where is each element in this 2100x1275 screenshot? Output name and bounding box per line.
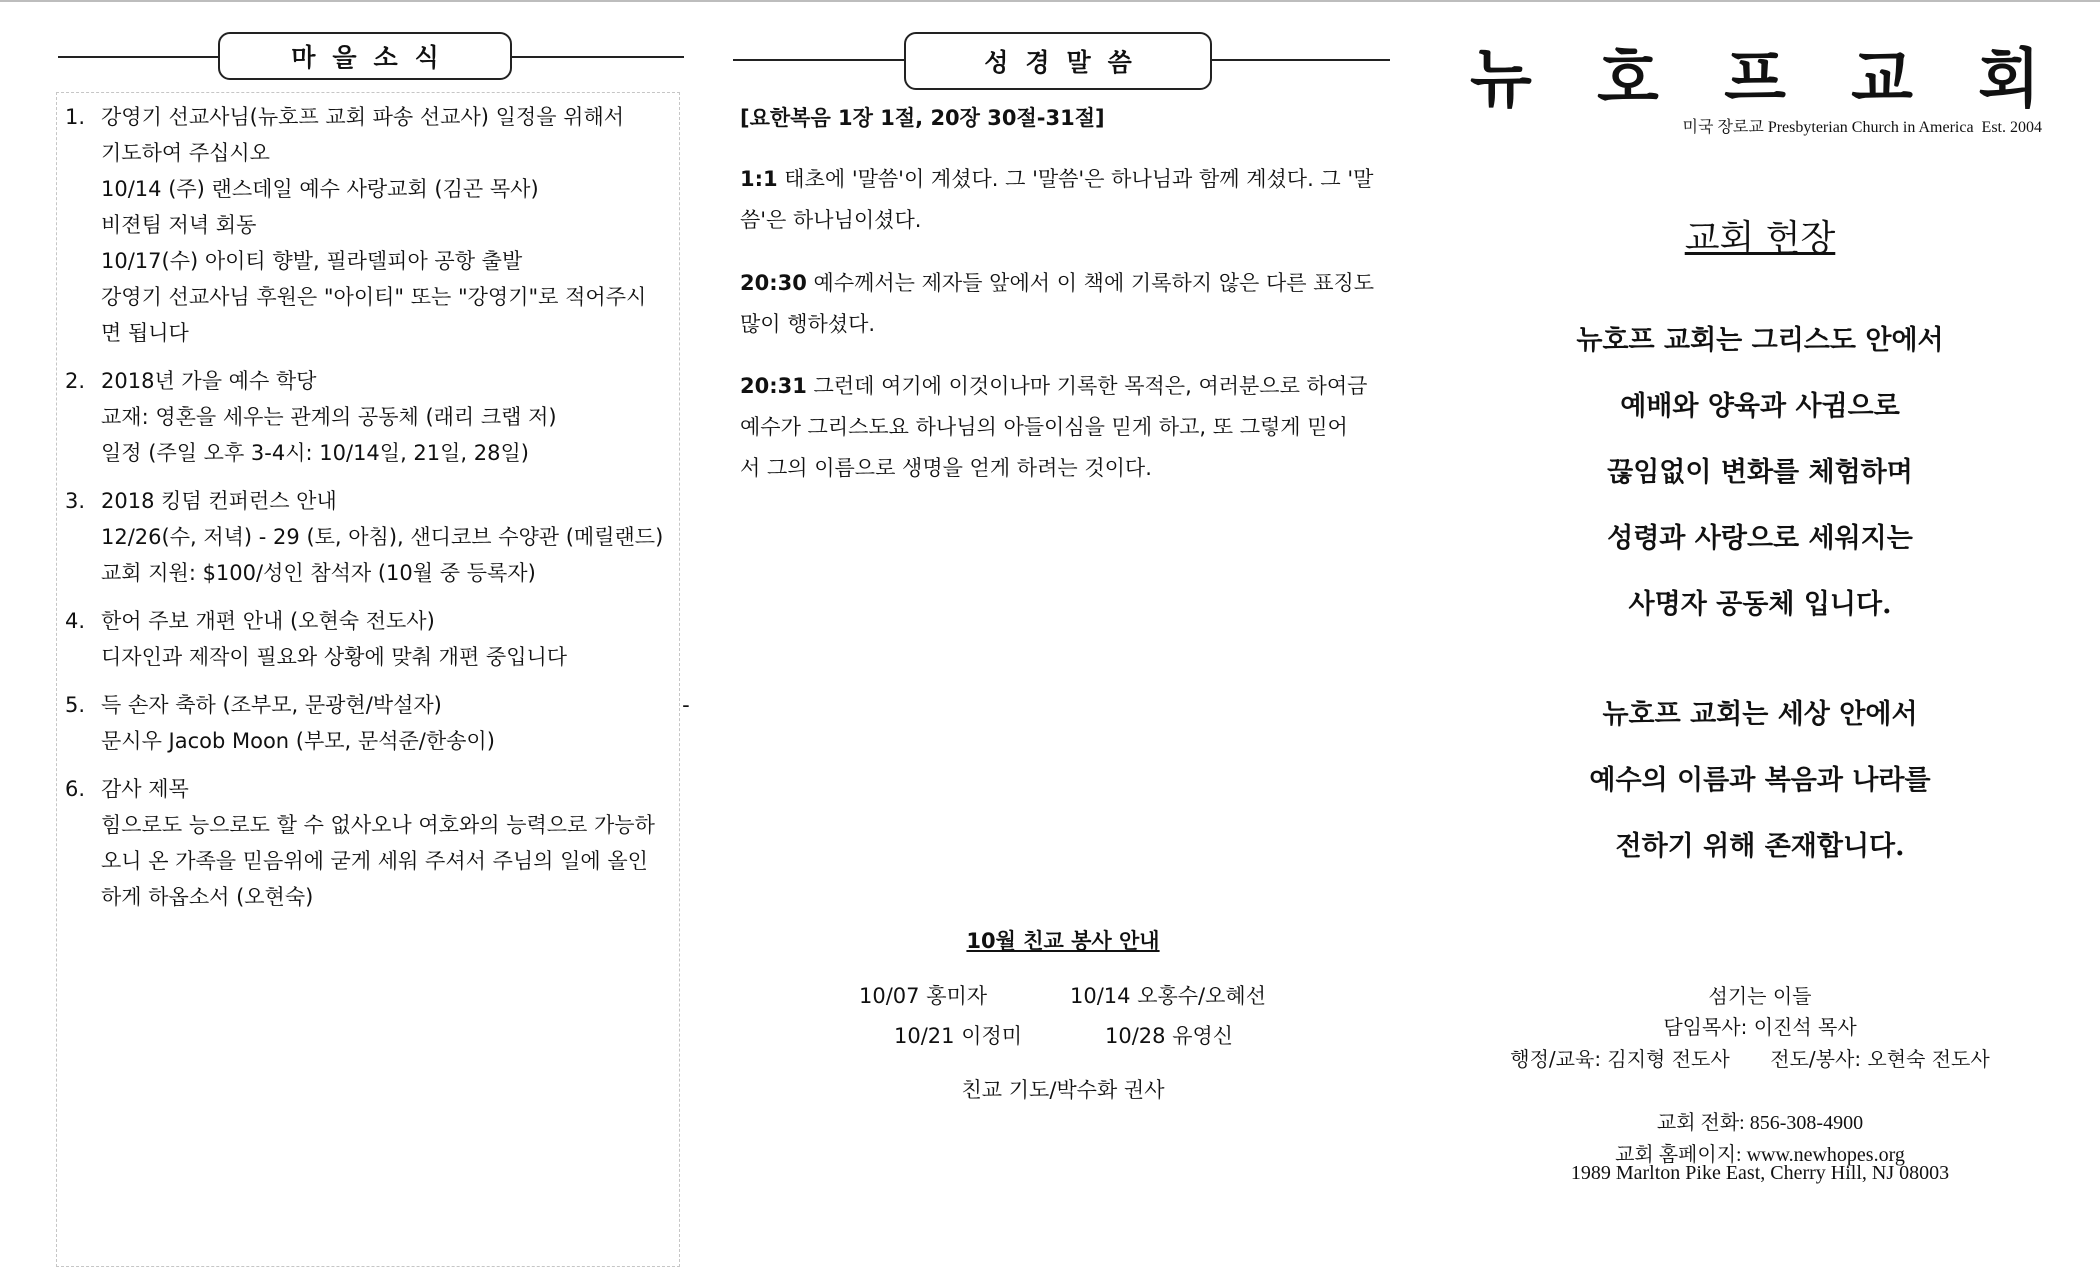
church-name-char: 뉴 xyxy=(1470,43,1532,117)
church-homepage[interactable]: 교회 홈페이지: www.newhopes.org xyxy=(1615,1144,1905,1166)
charter-line: 성령과 사랑으로 세워지는 xyxy=(1607,523,1913,554)
news-item-number: 5. xyxy=(65,693,86,717)
news-header: 마을소식 xyxy=(218,32,512,80)
news-item-line: 면 됩니다 xyxy=(101,321,189,345)
news-item xyxy=(65,483,685,591)
header-rule-right xyxy=(512,56,684,58)
news-item-line: 10/14 (주) 랜스데일 예수 사랑교회 (김곤 목사) xyxy=(101,177,539,201)
senior-pastor: 담임목사: 이진석 목사 xyxy=(1663,1015,1857,1039)
church-name-char: 교 xyxy=(1851,43,1913,117)
servants-heading: 섬기는 이들 xyxy=(1708,984,1812,1008)
charter-line: 끊임없이 변화를 체험하며 xyxy=(1607,457,1913,488)
staff-admin: 행정/교육: 김지형 전도사 xyxy=(1510,1047,1730,1071)
news-item-line: 10/17(수) 아이티 향발, 필라델피아 공항 출발 xyxy=(101,249,523,273)
volunteer-entry: 10/21 이정미 xyxy=(894,1024,1023,1048)
verse-number: 1:1 xyxy=(740,167,778,191)
verse-text: 예수가 그리스도요 하나님의 아들이심을 믿게 하고, 또 그렇게 믿어 xyxy=(740,415,1348,439)
news-item-line: 감사 제목 xyxy=(101,777,189,801)
news-item-number: 6. xyxy=(65,777,86,801)
scripture-panel xyxy=(733,32,1393,1102)
charter-line: 예수의 이름과 복음과 나라를 xyxy=(1589,765,1931,796)
news-item xyxy=(65,687,690,759)
news-item-line: 오니 온 가족을 믿음위에 굳게 세워 주셔서 주님의 일에 올인 xyxy=(101,849,648,873)
header-rule-left xyxy=(733,59,905,61)
news-item-line: 기도하여 주십시오 xyxy=(101,141,270,165)
charter-line: 뉴호프 교회는 세상 안에서 xyxy=(1602,699,1918,730)
verse xyxy=(740,366,1390,489)
charter-line: 뉴호프 교회는 그리스도 안에서 xyxy=(1576,325,1944,356)
verse-text: 그런데 여기에 이것이나마 기록한 목적은, 여러분으로 하여금 xyxy=(806,374,1368,398)
news-item-line: 힘으로도 능으로도 할 수 없사오나 여호와의 능력으로 가능하 xyxy=(101,813,655,837)
news-item xyxy=(65,99,685,351)
news-item-line: 디자인과 제작이 필요와 상황에 맞춰 개편 중입니다 xyxy=(101,645,568,669)
church-phone: 교회 전화: 856-308-4900 xyxy=(1656,1112,1864,1134)
church-name-char: 회 xyxy=(1978,43,2040,117)
verse-text: 씀'은 하나님이셨다. xyxy=(740,208,922,232)
news-item-line: 하게 하옵소서 (오현숙) xyxy=(101,885,314,909)
header-rule-right xyxy=(1210,59,1390,61)
news-item-line: 교회 지원: $100/성인 참석자 (10월 중 등록자) xyxy=(101,561,536,585)
verse-number: 20:30 xyxy=(740,271,807,295)
verse xyxy=(740,159,1390,241)
church-subtitle: 미국 장로교 Presbyterian Church in America Est. 2004 xyxy=(1682,119,2042,136)
verse-text: 많이 행하셨다. xyxy=(740,312,876,336)
news-item-number: 3. xyxy=(65,489,86,513)
news-item-line: 문시우 Jacob Moon (부모, 문석준/한송이) xyxy=(101,729,495,753)
scripture-header: 성경말씀 xyxy=(904,32,1212,90)
verse-text: 태초에 '말씀'이 계셨다. 그 '말씀'은 하나님과 함께 계셨다. 그 '말 xyxy=(777,167,1374,191)
top-border xyxy=(0,0,2100,2)
news-item xyxy=(65,363,685,471)
volunteer-entry: 10/28 유영신 xyxy=(1105,1024,1234,1048)
church-name xyxy=(1470,34,2040,117)
news-item-line: 교재: 영혼을 세우는 관계의 공동체 (래리 크랩 저) xyxy=(101,405,557,429)
news-item xyxy=(65,771,685,915)
verse-text: 서 그의 이름으로 생명을 얻게 하려는 것이다. xyxy=(740,456,1152,480)
volunteer-entry: 10/14 오홍수/오혜선 xyxy=(1070,984,1266,1008)
news-item-line: 2018 킹덤 컨퍼런스 안내 xyxy=(101,489,337,513)
news-item-line: 2018년 가을 예수 학당 xyxy=(101,369,317,393)
news-item xyxy=(65,603,685,675)
news-item-line: 비젼팀 저녁 회동 xyxy=(101,213,257,237)
charter-line: 전하기 위해 존재합니다. xyxy=(1615,831,1905,862)
volunteer-entry: 10/07 홍미자 xyxy=(859,984,988,1008)
news-item-line: 강영기 선교사님(뉴호프 교회 파송 선교사) 일정을 위해서 xyxy=(101,105,625,129)
news-list xyxy=(65,99,690,927)
verse xyxy=(740,263,1390,345)
church-name-char: 호 xyxy=(1597,43,1659,117)
charter-line: 예배와 양육과 사귐으로 xyxy=(1620,391,1900,422)
news-item-line: 한어 주보 개편 안내 (오현숙 전도사) xyxy=(101,609,435,633)
news-item-line: 강영기 선교사님 후원은 "아이티" 또는 "강영기"로 적어주시 xyxy=(101,285,647,309)
news-item-number: 2. xyxy=(65,369,86,393)
staff-evangelism: 전도/봉사: 오현숙 전도사 xyxy=(1770,1047,1990,1071)
news-item-line: 12/26(수, 저녁) - 29 (토, 아침), 샌디코브 수양관 (메릴랜드) xyxy=(101,525,664,549)
news-panel xyxy=(56,32,690,1267)
news-item-line: 일정 (주일 오후 3-4시: 10/14일, 21일, 28일) xyxy=(101,441,529,465)
verse-text: 예수께서는 제자들 앞에서 이 책에 기록하지 않은 다른 표징도 xyxy=(806,271,1375,295)
news-item-number: 1. xyxy=(65,105,86,129)
news-item-number: 4. xyxy=(65,609,86,633)
charter-line: 사명자 공동체 입니다. xyxy=(1628,589,1892,620)
church-address: 1989 Marlton Pike East, Cherry Hill, NJ 08003 xyxy=(1570,1162,1950,1184)
church-name-char: 프 xyxy=(1724,43,1786,117)
scripture-reference: [요한복음 1장 1절, 20장 30절-31절] xyxy=(740,106,1105,130)
verse-number: 20:31 xyxy=(740,374,807,398)
charter-title: 교회 헌장 xyxy=(1684,218,1836,259)
header-rule-left xyxy=(58,56,226,58)
news-item-line: 득 손자 축하 (조부모, 문광현/박설자) - xyxy=(101,693,690,717)
volunteer-title: 10월 친교 봉사 안내 xyxy=(966,929,1160,953)
fellowship-prayer: 친교 기도/박수화 권사 xyxy=(961,1078,1165,1102)
news-box xyxy=(56,92,690,1267)
